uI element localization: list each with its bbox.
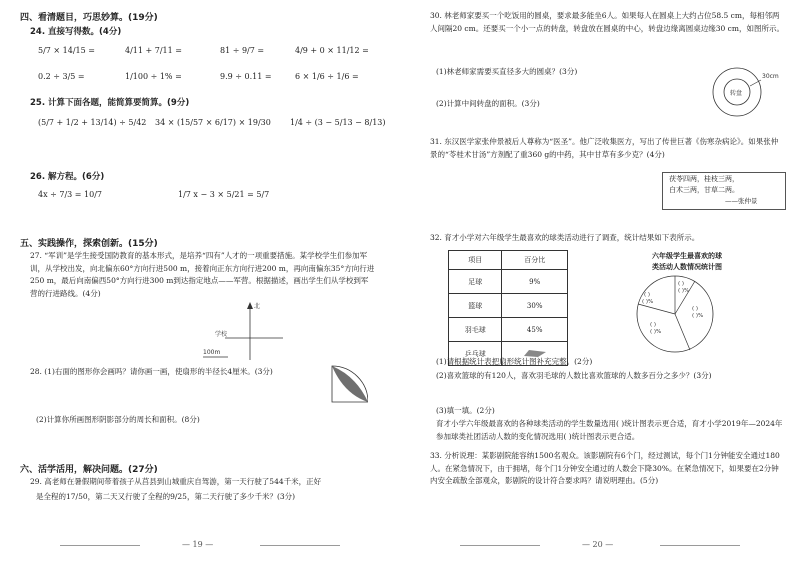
- north-arrow-icon: [247, 302, 253, 309]
- section-6-heading: 六、活学活用，解决问题。(27分): [20, 465, 158, 475]
- footer-rule-left: [60, 545, 140, 546]
- table-cell-badminton-pct: 45%: [502, 318, 568, 342]
- q28-part2: (2)计算你所画图形阴影部分的周长和面积。(8分): [36, 415, 200, 424]
- q26-item-2: 1/7 x − 3 × 5/21 = 5/7: [178, 190, 270, 199]
- q32-part2: (2)喜欢篮球的有120人，喜欢羽毛球的人数比喜欢篮球的人数多百分之多少？(3分): [436, 371, 712, 380]
- q26-title: 26. 解方程。(6分): [30, 172, 105, 182]
- pie-label-2: ( )%: [678, 288, 690, 294]
- q24-item-1: 5/7 × 14/15 =: [38, 46, 95, 55]
- q27-map: [195, 298, 285, 362]
- q32-part1: (1)请根据统计表把扇形统计图补充完整。(2分): [436, 357, 593, 366]
- q30-part1: (1)林老师家需要买直径多大的圆桌？(3分): [436, 67, 578, 76]
- q24-item-5: 0.2 ÷ 3/5 =: [38, 72, 85, 81]
- table-cell-football: 足球: [449, 270, 502, 294]
- q32-stat-table: [448, 250, 568, 366]
- footer-rule-right: [260, 545, 340, 546]
- pie-title-line-2: 类活动人数情况统计图: [652, 263, 722, 271]
- turntable-figure: [705, 64, 785, 120]
- pie-chart: [620, 274, 730, 358]
- pie-title: [612, 251, 762, 273]
- footer-rule-left: [460, 545, 540, 546]
- page-number-20: — 20 —: [582, 540, 614, 549]
- section-5-heading: 五、实践操作，探索创新。(15分): [20, 239, 158, 249]
- q24-item-7: 9.9 ÷ 0.11 =: [220, 72, 272, 81]
- pie-label-3: ( ): [644, 292, 651, 298]
- turntable-gap-label: 30cm: [762, 73, 779, 80]
- poem-line-1: 茯苓四两，桂枝三两，: [669, 175, 739, 183]
- footer-rule-right: [660, 545, 740, 546]
- q29-line-1: 29. 高老师在暑假期间带着孩子从莒县到山城重庆自驾游，第一天行驶了544千米，正好: [30, 477, 322, 486]
- table-header-item: 项目: [449, 251, 502, 270]
- poem-box: [662, 172, 786, 210]
- q30-part2: (2)计算中间转盘的面积。(3分): [436, 99, 540, 108]
- table-cell-badminton: 羽毛球: [449, 318, 502, 342]
- q32-text: 32. 育才小学对六年级学生最喜欢的球类活动进行了调查，统计结果如下表所示。: [430, 233, 700, 242]
- q29-line-2: 是全程的17/50，第二天又行驶了全程的9/25，第二天行驶了多少千米？(3分): [36, 492, 296, 501]
- map-north-label: 北: [254, 303, 261, 310]
- table-cell-pingpong: 乒乓球: [449, 342, 502, 366]
- q25-item-1: (5/7 + 1/2 + 13/14) ÷ 5/42: [38, 118, 147, 127]
- q28-part1: 28. (1)右面的图形你会画吗？请你画一画，使扇形的半径长4厘米。(3分): [30, 367, 273, 376]
- pie-label-4: ( )%: [642, 299, 654, 305]
- q24-item-4: 4/9 + 0 × 11/12 =: [295, 46, 369, 55]
- table-cell-football-pct: 9%: [502, 270, 568, 294]
- q24-item-8: 6 × 1/6 ÷ 1/6 =: [295, 72, 359, 81]
- q25-item-3: 1/4 ÷ (3 − 5/13 − 8/13): [290, 118, 386, 127]
- pie-label-6: ( )%: [692, 313, 704, 319]
- turntable-label: 转盘: [730, 90, 743, 97]
- table-cell-basketball: 篮球: [449, 294, 502, 318]
- section-4-heading: 四、看清题目，巧思妙算。(19分): [20, 13, 158, 23]
- q24-item-2: 4/11 + 7/11 =: [125, 46, 182, 55]
- pie-label-8: ( )%: [650, 329, 662, 335]
- map-school-label: 学校: [215, 331, 228, 338]
- poem-line-2: 白术三两，甘草二两。: [669, 186, 739, 194]
- right-page: [400, 0, 800, 566]
- pie-label-1: ( ): [678, 281, 685, 287]
- q32-part3-text: 育才小学六年级最喜欢的各种球类活动的学生数量选用( )统计图表示更合适，育才小学2019年—2024年参加球类社团活动人数的变化情况选用( )统计图表示更合适。: [436, 419, 783, 441]
- pie-label-5: ( ): [692, 306, 699, 312]
- q24-title: 24. 直接写得数。(4分): [30, 27, 122, 37]
- q27-text: 27. “军训”是学生接受国防教育的基本形式，是培养“四有”人才的一项重要措施。某学校学生们参加军训，从学校出发，向北偏东60°方向行进500 m，接着向正东方向行进200 m，再向南偏东35°方向行进250 m，最后向南偏西50°方向行进300 m到达指定地点——军营。根据描述，画出学生们从学校到军营的行进路线。(4分): [30, 251, 375, 298]
- q33-text: 33. 分析说理：某影剧院能容纳1500名观众。该影剧院有6个门，经过测试，每个门1分钟能安全通过180人。在紧急情况下，由于拥堵，每个门1分钟安全通过的人数会下降30%。在紧急情况下，如果要在2分钟内安全疏散全部观众，影剧院的设计符合要求吗？请说明理由。(5分): [430, 451, 780, 485]
- table-header-percent: 百分比: [502, 251, 568, 270]
- map-scale-label: 100m: [203, 349, 221, 356]
- q31-text: 31. 东汉医学家张仲景被后人尊称为“医圣”。他广泛收集医方，写出了传世巨著《伤寒杂病论》。如果张仲景的“苓桂术甘汤”方剂配了重360 g的中药，其中甘草有多少克？(4分): [430, 137, 779, 159]
- pie-title-line-1: 六年级学生最喜欢的球: [652, 252, 722, 260]
- poem-author: ——张仲景: [725, 197, 758, 205]
- page-number-19: — 19 —: [182, 540, 214, 549]
- q32-part3: (3)填一填。(2分): [436, 406, 495, 415]
- q25-title: 25. 计算下面各题，能简算要简算。(9分): [30, 98, 190, 108]
- q25-item-2: 34 × (15/57 × 6/17) × 19/30: [155, 118, 271, 127]
- q30-text: 30. 林老师家要买一个吃饭用的圆桌，要求最多能坐6人。如果每人在圆桌上大约占位58.5 cm，每相邻两人间隔20 cm。还要买一个小一点的转盘，转盘放在圆桌的中心，转盘边缘离圆桌边缘30 cm，如图所示。: [430, 11, 784, 33]
- table-cell-basketball-pct: 30%: [502, 294, 568, 318]
- q26-item-1: 4x ÷ 7/3 = 10/7: [38, 190, 103, 199]
- q28-sector-figure: [330, 364, 368, 404]
- q24-item-6: 1/100 ÷ 1% =: [125, 72, 182, 81]
- q24-item-3: 81 ÷ 9/7 =: [220, 46, 265, 55]
- pie-label-7: ( ): [650, 322, 657, 328]
